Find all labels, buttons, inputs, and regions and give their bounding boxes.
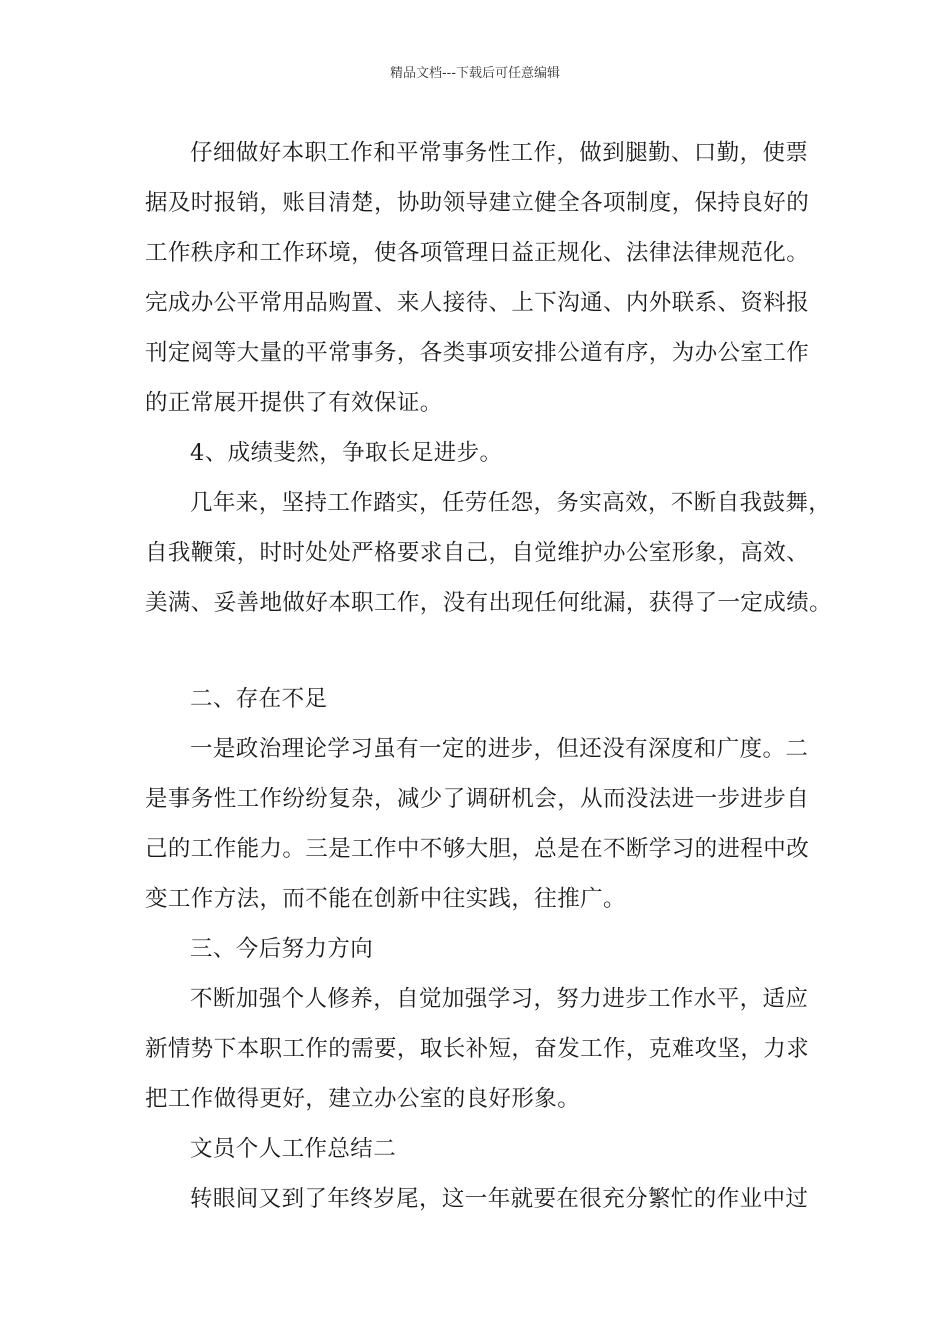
paragraph-line: 完成办公平常用品购置、来人接待、上下沟通、内外联系、资料报 (145, 290, 810, 316)
document-body (145, 128, 833, 1224)
paragraph-line: 几年来，坚持工作踏实，任劳任怨，务实高效，不断自我鼓舞， (190, 490, 832, 516)
section-heading: 4、成绩斐然，争取长足进步。 (190, 440, 503, 466)
paragraph-line: 刊定阅等大量的平常事务，各类事项安排公道有序，为办公室工作 (145, 340, 810, 366)
paragraph-line: 一是政治理论学习虽有一定的进步，但还没有深度和广度。二 (190, 736, 809, 762)
page-header: 精品文档---下载后可任意编辑 (389, 66, 561, 81)
paragraph-line: 不断加强个人修养，自觉加强学习，努力进步工作水平，适应 (190, 986, 809, 1012)
paragraph-line: 己的工作能力。三是工作中不够大胆，总是在不断学习的进程中改 (145, 836, 810, 862)
paragraph-line: 是事务性工作纷纷复杂，减少了调研机会，从而没法进一步进步自 (145, 786, 810, 812)
paragraph-line: 把工作做得更好，建立办公室的良好形象。 (145, 1086, 581, 1112)
paragraph-line: 仔细做好本职工作和平常事务性工作，做到腿勤、口勤，使票 (190, 140, 809, 166)
section-heading: 三、今后努力方向 (190, 936, 374, 962)
paragraph-line: 转眼间又到了年终岁尾，这一年就要在很充分繁忙的作业中过 (190, 1186, 809, 1212)
paragraph-line: 新情势下本职工作的需要，取长补短，奋发工作，克难攻坚，力求 (145, 1036, 810, 1062)
paragraph-line: 据及时报销，账目清楚，协助领导建立健全各项制度，保持良好的 (145, 190, 810, 216)
paragraph-line: 自我鞭策，时时处处严格要求自己，自觉维护办公室形象，高效、 (145, 540, 810, 566)
paragraph-line: 的正常展开提供了有效保证。 (145, 390, 443, 416)
blank-spacer (145, 628, 825, 674)
section-heading: 文员个人工作总结二 (190, 1136, 397, 1162)
paragraph-line: 变工作方法，而不能在创新中往实践，往推广。 (145, 886, 626, 912)
paragraph-line: 美满、妥善地做好本职工作，没有出现任何纰漏，获得了一定成绩。 (145, 590, 833, 616)
section-heading: 二、存在不足 (190, 686, 328, 712)
paragraph-line: 工作秩序和工作环境，使各项管理日益正规化、法律法律规范化。 (145, 240, 810, 266)
